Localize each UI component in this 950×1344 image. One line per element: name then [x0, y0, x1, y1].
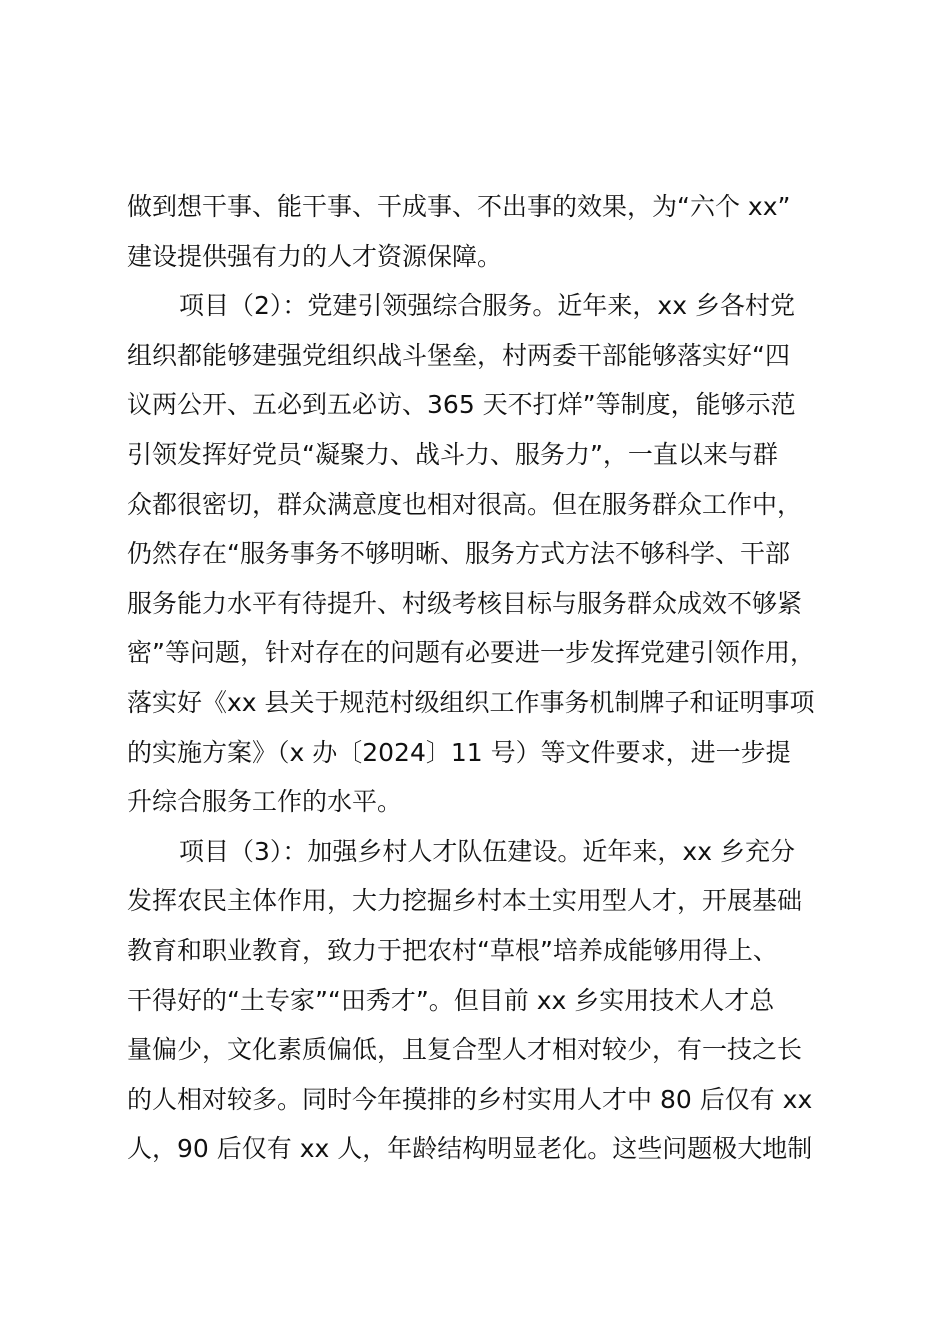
paragraph-project-2: 项目（2）：党建引领强综合服务。近年来，xx 乡各村党 组织都能够建强党组织战斗堡垒，村两委干部能够落实好“四 议两公开、五必到五必访、365 天不打烊”等制度，能够示范 引领发挥好党员“凝聚力、战斗力、服务力”，一直以来与群 众都很密切，群众满意度也相对很高。但在服务群众工作中， 仍然存在“服务事务不够明晰、服务方式方法不够科学、干部 服务能力水平有待提升、村级考核目标与服务群众成效不够紧 密”等问题，针对存在的问题有必要进一步发挥党建引领作用， 落实好《xx 县关于规范村级组织工作事务机制牌子和证明事项 的实施方案》（x 办〔2024〕11 号）等文件要求，进一步提 升综合服务工作的水平。 [127, 291, 815, 817]
document-body [127, 182, 833, 1174]
paragraph-continuation: 做到想干事、能干事、干成事、不出事的效果，为“六个 xx” 建设提供强有力的人才资源保障。 [127, 192, 791, 271]
paragraph-project-3: 项目（3）：加强乡村人才队伍建设。近年来，xx 乡充分 发挥农民主体作用，大力挖掘乡村本土实用型人才，开展基础 教育和职业教育，致力于把农村“草根”培养成能够用得上、 干得好的“土专家”“田秀才”。但目前 xx 乡实用技术人才总 量偏少，文化素质偏低，且复合型人才相对较少，有一技之长 的人相对较多。同时今年摸排的乡村实用人才中 80 后仅有 xx 人，90 后仅有 xx 人，年龄结构明显老化。这些问题极大地制 [127, 836, 813, 1164]
